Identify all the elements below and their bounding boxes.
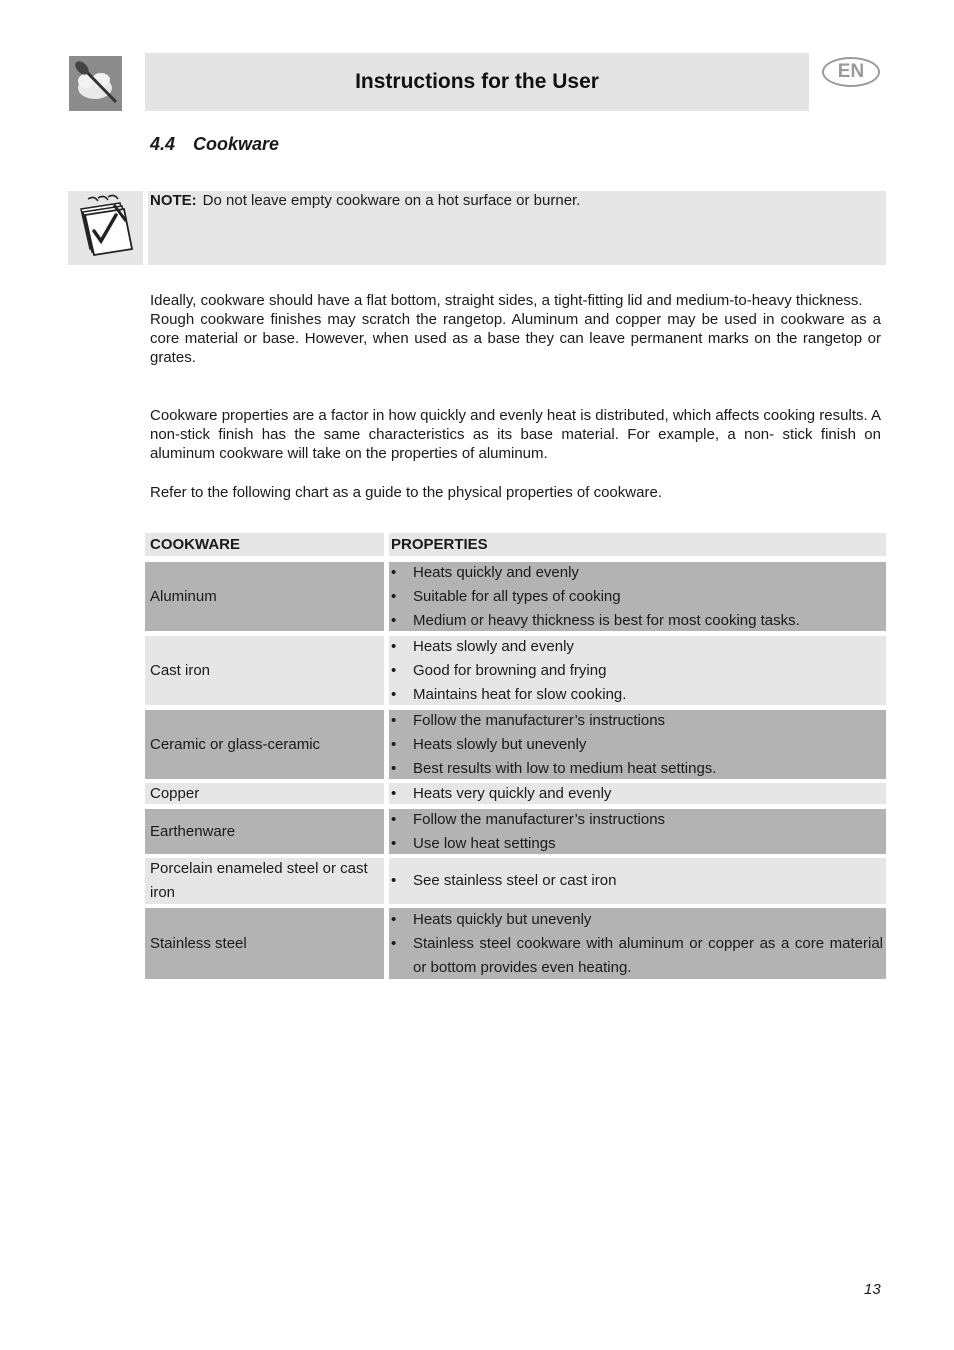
table-header-row xyxy=(145,533,886,556)
properties-cell xyxy=(389,636,886,705)
bullet-icon: • xyxy=(391,910,397,928)
paragraph-line: Rough cookware finishes may scratch the rangetop. Aluminum and copper may be used in cookware as a core material or base. However, when used as a base they can leave permanent marks on the rangetop or grates. xyxy=(150,311,881,366)
properties-cell xyxy=(389,562,886,631)
list-item: • Heats slowly but unevenly xyxy=(389,733,886,757)
list-item: • Best results with low to medium heat settings. xyxy=(389,757,886,781)
cookware-cell: Cast iron xyxy=(145,636,384,705)
bullet-icon: • xyxy=(391,611,397,629)
list-item: • Follow the manufacturer’s instructions xyxy=(389,808,886,832)
paragraph-1 xyxy=(150,291,881,367)
bullet-icon: • xyxy=(391,587,397,605)
list-item: • Medium or heavy thickness is best for most cooking tasks. xyxy=(389,609,886,633)
properties-cell xyxy=(389,858,886,904)
section-number: 4.4 xyxy=(150,134,176,154)
bullet-icon: • xyxy=(391,661,397,679)
table-row xyxy=(145,783,886,804)
properties-cell xyxy=(389,710,886,779)
cookware-cell: Porcelain enameled steel or cast iron xyxy=(145,858,384,904)
cookware-cell: Stainless steel xyxy=(145,908,384,979)
note-icon-box xyxy=(68,191,143,265)
paragraph-3 xyxy=(150,483,881,502)
header-title-bar xyxy=(145,53,809,111)
paragraph-line: Cookware properties are a factor in how quickly and evenly heat is distributed, which affects cooking results. A non-stick finish has the same characteristics as its base material. For example, a non- stick finish on aluminum cookware will take on the properties of aluminum. xyxy=(150,407,881,462)
bullet-icon: • xyxy=(391,934,397,952)
list-item: • Heats very quickly and evenly xyxy=(389,782,886,806)
table-row xyxy=(145,562,886,631)
list-item: • Follow the manufacturer’s instructions xyxy=(389,709,886,733)
cookware-cell: Earthenware xyxy=(145,809,384,854)
list-item: • Good for browning and frying xyxy=(389,659,886,683)
paragraph-line: Ideally, cookware should have a flat bottom, straight sides, a tight-fitting lid and medium-to-heavy thickness. xyxy=(150,292,863,309)
table-row xyxy=(145,809,886,854)
bullet-icon: • xyxy=(391,759,397,777)
bullet-icon: • xyxy=(391,735,397,753)
bullet-icon: • xyxy=(391,834,397,852)
list-item: • Use low heat settings xyxy=(389,832,886,856)
properties-cell xyxy=(389,809,886,854)
list-item: • Maintains heat for slow cooking. xyxy=(389,683,886,707)
column-header-properties: PROPERTIES xyxy=(389,533,886,556)
bullet-icon: • xyxy=(391,563,397,581)
cookware-cell: Aluminum xyxy=(145,562,384,631)
bullet-icon: • xyxy=(391,810,397,828)
language-badge: EN xyxy=(822,57,880,87)
cookware-cell: Ceramic or glass-ceramic xyxy=(145,710,384,779)
note-label: NOTE: xyxy=(150,192,197,209)
properties-cell xyxy=(389,908,886,979)
list-item: • Suitable for all types of cooking xyxy=(389,585,886,609)
brand-logo xyxy=(69,56,122,111)
paragraph-2 xyxy=(150,406,881,463)
list-item: • Stainless steel cookware with aluminum or copper as a core material or bottom provides even heating. xyxy=(389,932,886,980)
bullet-icon: • xyxy=(391,637,397,655)
note xyxy=(150,191,580,210)
table-row xyxy=(145,710,886,779)
section-heading xyxy=(150,134,279,155)
notepad-check-icon xyxy=(68,191,143,265)
bullet-icon: • xyxy=(391,872,397,889)
note-text: Do not leave empty cookware on a hot surface or burner. xyxy=(202,192,581,209)
page-title: Instructions for the User xyxy=(355,70,599,93)
bullet-icon: • xyxy=(391,784,397,802)
table-row xyxy=(145,636,886,705)
paragraph-line: Refer to the following chart as a guide to the physical properties of cookware. xyxy=(150,484,662,501)
list-item: • Heats quickly but unevenly xyxy=(389,908,886,932)
spoon-chef-hat-icon xyxy=(69,56,122,111)
list-item: • Heats slowly and evenly xyxy=(389,635,886,659)
bullet-icon: • xyxy=(391,711,397,729)
page-number: 13 xyxy=(864,1281,881,1298)
properties-cell xyxy=(389,783,886,804)
table-row xyxy=(145,858,886,904)
list-item: • See stainless steel or cast iron xyxy=(389,869,886,893)
list-item: • Heats quickly and evenly xyxy=(389,561,886,585)
table-row xyxy=(145,908,886,979)
cookware-cell: Copper xyxy=(145,783,384,804)
column-header-cookware: COOKWARE xyxy=(145,533,384,556)
bullet-icon: • xyxy=(391,685,397,703)
section-title: Cookware xyxy=(193,134,280,154)
